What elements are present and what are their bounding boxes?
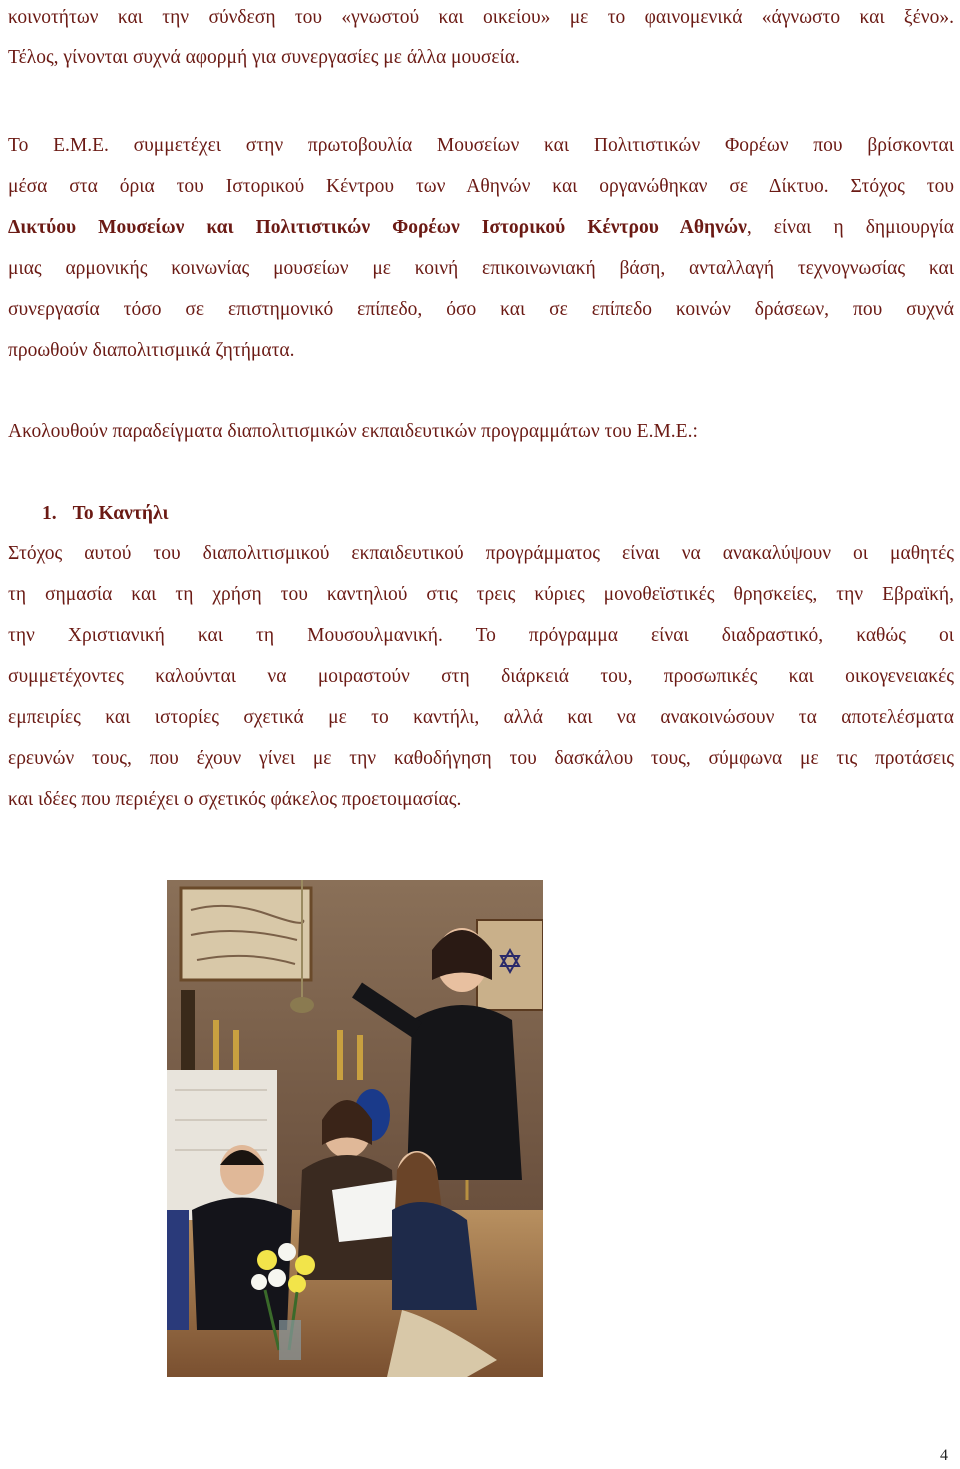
section-line-4: συμμετέχοντες καλούνται να μοιραστούν στη διάρκειά του, προσωπικές και οικογενειακές	[8, 666, 954, 687]
intro-line-1: κοινοτήτων και την σύνδεση του «γνωστού και οικείου» με το φαινομενικά «άγνωστο και ξένο».	[8, 7, 954, 28]
section-heading	[42, 502, 169, 526]
section-line-1: Στόχος αυτού του διαπολιτισμικού εκπαιδευτικού προγράμματος είναι να ανακαλύψουν οι μαθητές	[8, 543, 954, 564]
photo-illustration	[167, 880, 543, 1377]
network-name-bold: Δικτύου Μουσείων και Πολιτιστικών Φορέων Ιστορικού Κέντρου Αθηνών	[8, 217, 747, 238]
section-line-6: ερευνών τους, που έχουν γίνει με την καθοδήγηση του δασκάλου τους, σύμφωνα με τις προτάσεις	[8, 748, 954, 769]
page-number: 4	[940, 1447, 948, 1464]
network-line-3-rest: , είναι η δημιουργία	[746, 217, 954, 238]
intro-line-2: Τέλος, γίνονται συχνά αφορμή για συνεργασίες με άλλα μουσεία.	[8, 47, 520, 68]
section-line-2: τη σημασία και τη χρήση του καντηλιού στις τρεις κύριες μονοθεϊστικές θρησκείες, την Εβραϊκή,	[8, 584, 954, 605]
examples-intro: Ακολουθούν παραδείγματα διαπολιτισμικών εκπαιδευτικών προγραμμάτων του Ε.Μ.Ε.:	[8, 421, 698, 442]
network-line-4: μιας αρμονικής κοινωνίας μουσείων με κοινή επικοινωνιακή βάση, ανταλλαγή τεχνογνωσίας και	[8, 258, 954, 279]
network-line-5: συνεργασία τόσο σε επιστημονικό επίπεδο, όσο και σε επίπεδο κοινών δράσεων, που συχνά	[8, 299, 954, 320]
section-line-3: την Χριστιανική και τη Μουσουλμανική. Το πρόγραμμα είναι διαδραστικό, καθώς οι	[8, 625, 954, 646]
network-line-2: μέσα στα όρια του Ιστορικού Κέντρου των Αθηνών και οργανώθηκαν σε Δίκτυο. Στόχος του	[8, 176, 954, 197]
section-line-7: και ιδέες που περιέχει ο σχετικός φάκελος προετοιμασίας.	[8, 789, 462, 810]
section-line-5: εμπειρίες και ιστορίες σχετικά με το καντήλι, αλλά και να ανακοινώσουν τα αποτελέσματα	[8, 707, 954, 728]
network-line-1: Το Ε.Μ.Ε. συμμετέχει στην πρωτοβουλία Μουσείων και Πολιτιστικών Φορέων που βρίσκονται	[8, 135, 954, 156]
program-photo	[167, 880, 543, 1377]
section-title: Το Καντήλι	[72, 503, 169, 524]
section-number: 1.	[42, 503, 57, 524]
network-line-3	[8, 216, 954, 240]
network-line-6: προωθούν διαπολιτισμικά ζητήματα.	[8, 340, 295, 361]
